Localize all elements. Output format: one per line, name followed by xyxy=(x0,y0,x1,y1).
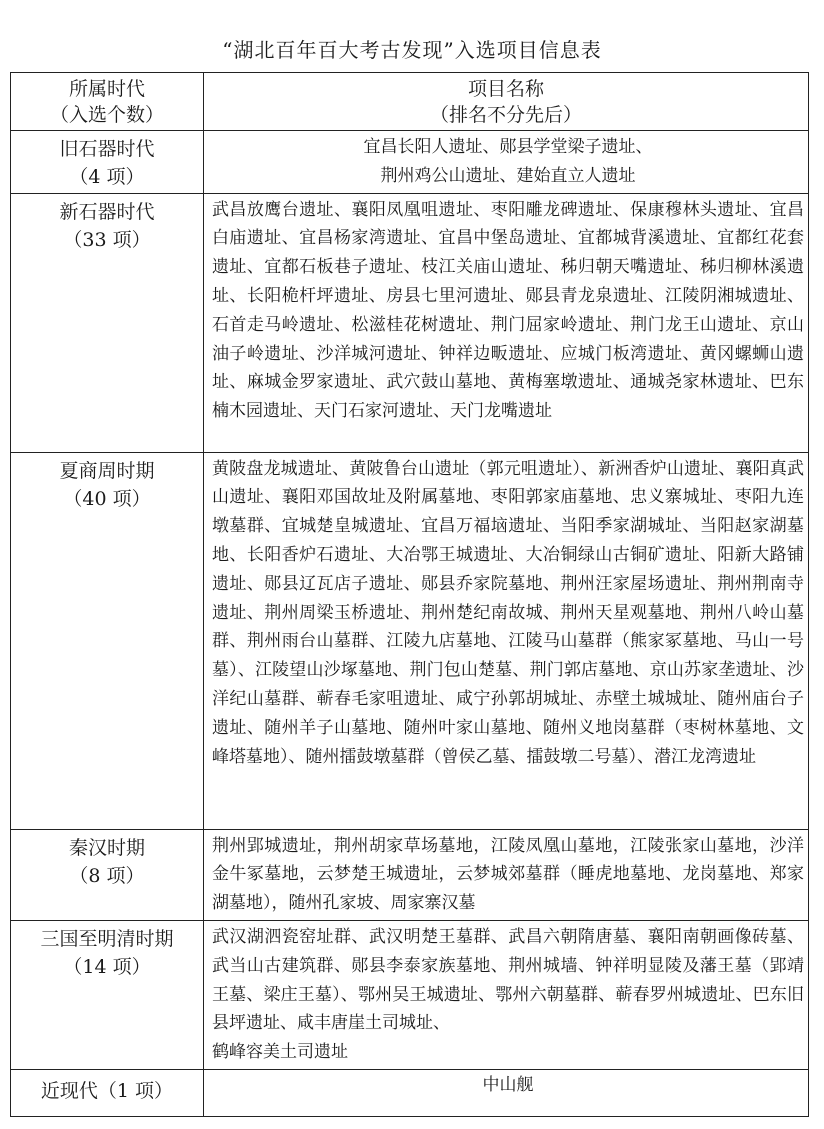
table-row xyxy=(11,193,809,452)
era-cell xyxy=(11,131,204,194)
items-text: 鹤峰容美土司遗址 xyxy=(212,1042,348,1063)
era-cell xyxy=(11,829,204,920)
items-cell xyxy=(204,131,809,194)
era-name: 秦汉时期 xyxy=(68,836,145,859)
table-header-row xyxy=(11,73,809,131)
era-count: （8 项） xyxy=(69,864,145,887)
era-count: （4 项） xyxy=(69,166,145,188)
header-note-label: （排名不分先后） xyxy=(429,104,582,126)
items-text: 宜昌长阳人遗址、郧县学堂梁子遗址、 xyxy=(363,137,653,157)
era-name: 近现代（1 项） xyxy=(40,1079,174,1102)
items-cell xyxy=(204,829,809,920)
era-count: （40 项） xyxy=(63,487,151,510)
items-text: 中山舰 xyxy=(482,1074,534,1095)
header-name-cell xyxy=(204,73,809,131)
table-row xyxy=(11,829,809,920)
items-cell xyxy=(204,1069,809,1116)
header-era-cell xyxy=(11,73,204,131)
era-cell xyxy=(11,920,204,1069)
era-cell xyxy=(11,452,204,829)
items-text: 荆州鸡公山遗址、建始直立人遗址 xyxy=(380,165,636,186)
era-name: 旧石器时代 xyxy=(59,138,155,160)
era-count: （33 项） xyxy=(63,228,151,251)
era-cell xyxy=(11,193,204,452)
header-count-label: （入选个数） xyxy=(49,104,164,126)
era-name: 新石器时代 xyxy=(59,200,155,223)
page-title: “湖北百年百大考古发现”入选项目信息表 xyxy=(222,38,602,62)
era-name: 三国至明清时期 xyxy=(40,927,174,950)
table-row xyxy=(11,1069,809,1116)
era-cell xyxy=(11,1069,204,1116)
table-row xyxy=(11,920,809,1069)
items-cell xyxy=(204,193,809,452)
header-era-label: 所属时代 xyxy=(68,78,145,100)
items-text: 荆州郢城遗址，荆州胡家草场墓地，江陵凤凰山墓地，江陵张家山墓地，沙洋金牛冢墓地，云梦楚王城遗址，云梦城郊墓群（睡虎地墓地、龙岗墓地、郑家湖墓地），随州孔家坡、周家寨汉墓 xyxy=(212,835,804,914)
table-row xyxy=(11,452,809,829)
table-row xyxy=(11,131,809,194)
era-count: （14 项） xyxy=(63,955,151,978)
era-name: 夏商周时期 xyxy=(59,459,155,482)
items-cell xyxy=(204,452,809,829)
items-text: 黄陂盘龙城遗址、黄陂鲁台山遗址（郭元咀遗址）、新洲香炉山遗址、襄阳真武山遗址、襄阳邓国故址及附属墓地、枣阳郭家庙墓地、忠义寨城址、枣阳九连墩墓群、宜城楚皇城遗址、宜昌万福垴遗址、当阳季家湖城址、当阳赵家湖墓地、长阳香炉石遗址、大冶鄂王城遗址、大冶铜绿山古铜矿遗址、阳新大路铺遗址、郧县辽瓦店子遗址、郧县乔家院墓地、荆州汪家屋场遗址、荆州荆南寺遗址、荆州周梁玉桥遗址、荆州楚纪南故城、荆州天星观墓地、荆州八岭山墓群、荆州雨台山墓群、江陵九店墓地、江陵马山墓群（熊家冢墓地、马山一号墓）、江陵望山沙塚墓地、荆门包山楚墓、荆门郭店墓地、京山苏家垄遗址、沙洋纪山墓群、蕲春毛家咀遗址、咸宁孙郭胡城址、赤壁土城城址、随州庙台子遗址、随州羊子山墓地、随州叶家山墓地、随州义地岗墓群（枣树林墓地、文峰塔墓地）、随州擂鼓墩墓群（曾侯乙墓、擂鼓墩二号墓）、潜江龙湾遗址 xyxy=(212,458,804,767)
items-text: 武汉湖泗瓷窑址群、武汉明楚王墓群、武昌六朝隋唐墓、襄阳南朝画像砖墓、武当山古建筑群、郧县李泰家族墓地、荆州城墙、钟祥明显陵及藩王墓（郢靖王墓、梁庄王墓）、鄂州吴王城遗址、鄂州六朝墓群、蕲春罗州城遗址、巴东旧县坪遗址、咸丰唐崖土司城址、 xyxy=(212,926,804,1034)
items-cell xyxy=(204,920,809,1069)
items-text: 武昌放鹰台遗址、襄阳凤凰咀遗址、枣阳雕龙碑遗址、保康穆林头遗址、宜昌白庙遗址、宜昌杨家湾遗址、宜昌中堡岛遗址、宜都城背溪遗址、宜都红花套遗址、宜都石板巷子遗址、枝江关庙山遗址、秭归朝天嘴遗址、秭归柳林溪遗址、长阳桅杆坪遗址、房县七里河遗址、郧县青龙泉遗址、江陵阴湘城遗址、石首走马岭遗址、松滋桂花树遗址、荆门屈家岭遗址、荆门龙王山遗址、京山油子岭遗址、沙洋城河遗址、钟祥边畈遗址、应城门板湾遗址、黄冈螺蛳山遗址、麻城金罗家遗址、武穴鼓山墓地、黄梅塞墩遗址、通城尧家林遗址、巴东楠木园遗址、天门石家河遗址、天门龙嘴遗址 xyxy=(212,199,804,422)
project-table xyxy=(10,72,809,1117)
header-name-label: 项目名称 xyxy=(467,78,544,100)
